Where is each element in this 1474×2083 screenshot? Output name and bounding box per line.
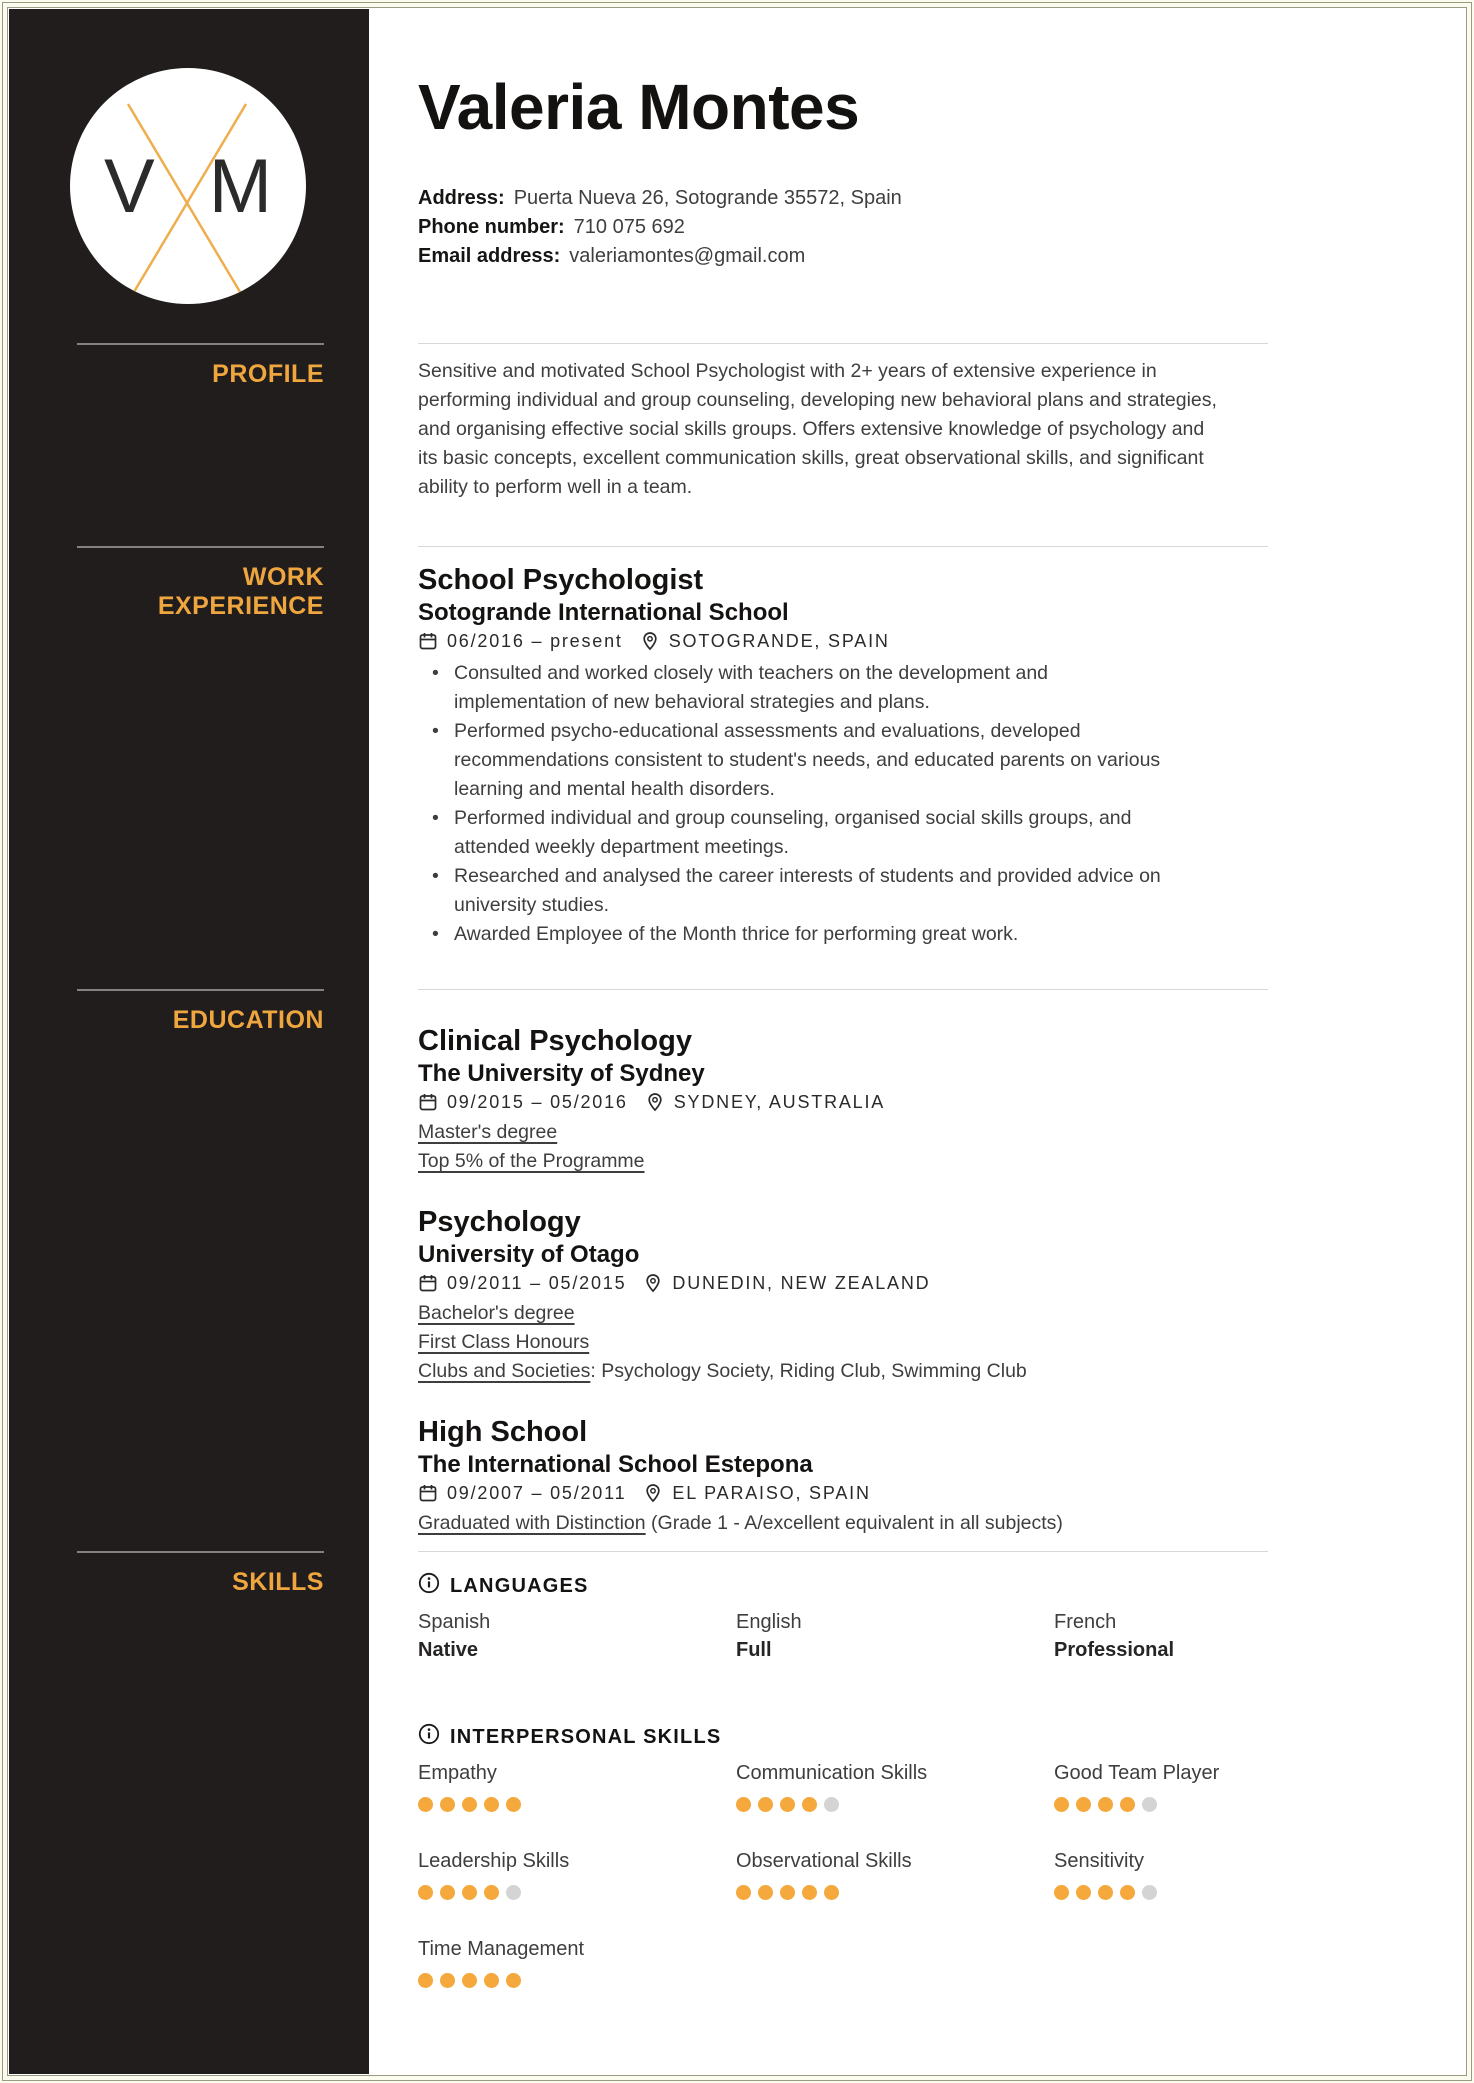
skill-rating-dots [418,1973,736,1988]
skill-item [1054,1759,1268,1812]
education-school: The International School Estepona [418,1451,813,1478]
language-level: Professional [1054,1639,1175,1661]
education-degree: High School [418,1416,588,1448]
profile-summary: Sensitive and motivated School Psychologist with 2+ years of extensive experience in performing individual and group counseling, developing new behavioral plans and strategies, and organising effective social skills groups. Offers extensive knowledge of psychology and its basic concepts, excellent communication skills, great observational skills, and significant ability to perform well in a team. [418,360,1217,498]
sidebar-item-profile: PROFILE [77,343,324,389]
logo-initial-left: V [104,143,155,229]
interpersonal-skills-header [418,1723,1268,1751]
education-entry [418,1415,1268,1538]
languages-grid [418,1608,1268,1664]
education-meta [418,1092,1268,1112]
page [7,7,1467,2076]
monogram-logo [70,68,306,304]
skill-item [418,1759,736,1812]
skill-rating-dots [418,1885,736,1900]
contact-email-value: valeriamontes@gmail.com [569,245,806,267]
header [418,72,1268,271]
page-title: Valeria Montes [418,71,860,143]
contact-phone-value: 710 075 692 [573,216,685,238]
education-entry [418,1205,1268,1386]
job-location: SOTOGRANDE, SPAIN [668,631,890,651]
language-item [418,1608,736,1664]
info-icon [418,1572,440,1600]
logo-initial-right: M [208,143,272,229]
skill-rating-dots [1054,1797,1268,1812]
section-work-experience [418,546,1268,949]
sidebar-item-education: EDUCATION [77,989,324,1035]
language-item [1054,1608,1268,1664]
job-bullets [418,659,1268,949]
education-location-group [643,1483,870,1503]
language-level: Full [736,1639,772,1661]
education-detail-rest: (Grade 1 - A/excellent equivalent in all subjects) [645,1512,1063,1534]
contact-phone [418,213,1268,242]
skill-rating-dots [418,1797,736,1812]
education-detail-link[interactable]: Master's degree [418,1121,558,1143]
skill-item [418,1847,736,1900]
calendar-icon [418,1483,438,1503]
contact-address-label: Address: [418,187,505,209]
skill-name: Sensitivity [1054,1850,1145,1872]
contact-email-label: Email address: [418,245,561,267]
education-detail-line [418,1147,1268,1176]
education-detail-link[interactable]: Top 5% of the Programme [418,1150,645,1172]
skill-rating-dots [736,1885,1054,1900]
job-title: School Psychologist [418,564,704,596]
education-detail-line [418,1118,1268,1147]
education-detail-line [418,1509,1268,1538]
education-details [418,1299,1268,1386]
education-location-group [645,1092,885,1112]
info-icon [418,1723,440,1751]
interpersonal-skills-title: INTERPERSONAL SKILLS [450,1725,722,1748]
skill-name: Communication Skills [736,1762,928,1784]
location-pin-icon [640,631,660,651]
contact-address-value: Puerta Nueva 26, Sotogrande 35572, Spain [513,187,902,209]
education-degree: Psychology [418,1206,581,1238]
job-dates: 06/2016 – present [447,631,623,651]
education-details [418,1118,1268,1176]
education-detail-link[interactable]: First Class Honours [418,1331,590,1353]
calendar-icon [418,1273,438,1293]
sidebar-item-work-experience: WORK EXPERIENCE [77,546,324,621]
education-degree: Clinical Psychology [418,1025,692,1057]
location-pin-icon [643,1483,663,1503]
job-meta [418,631,1268,651]
education-detail-link[interactable]: Clubs and Societies [418,1360,591,1382]
sidebar-item-skills: SKILLS [77,1551,324,1597]
contact-address [418,184,1268,213]
education-location: DUNEDIN, NEW ZEALAND [672,1273,931,1293]
education-meta [418,1483,1268,1503]
calendar-icon [418,631,438,651]
education-dates: 09/2007 – 05/2011 [447,1483,627,1503]
education-details [418,1509,1268,1538]
language-item [736,1608,1054,1664]
education-location-group [643,1273,930,1293]
interpersonal-skills-grid [418,1759,1268,2023]
education-school: The University of Sydney [418,1060,705,1087]
education-dates: 09/2015 – 05/2016 [447,1092,628,1112]
education-school: University of Otago [418,1241,640,1268]
skill-name: Empathy [418,1762,497,1784]
job-bullet: • Consulted and worked closely with teachers on the development and implementation of new behavioral strategies and plans. [418,659,1228,717]
languages-title: LANGUAGES [450,1574,589,1597]
education-meta [418,1273,1268,1293]
skill-item [1054,1847,1268,1900]
job-bullet: • Awarded Employee of the Month thrice for performing great work. [418,920,1228,949]
skill-name: Time Management [418,1938,584,1960]
job-bullet: • Performed individual and group counseling, organised social skills groups, and attended weekly department meetings. [418,804,1228,862]
language-name: French [1054,1611,1117,1633]
education-detail-line [418,1299,1268,1328]
education-entry [418,990,1268,1176]
sidebar [9,9,369,2074]
job-bullet: • Performed psycho-educational assessments and evaluations, developed recommendations consistent to student's needs, and educated parents on various learning and mental health disorders. [418,717,1228,804]
education-detail-link[interactable]: Bachelor's degree [418,1302,575,1324]
education-location: SYDNEY, AUSTRALIA [673,1092,886,1112]
skill-item [736,1759,1054,1812]
languages-header [418,1572,1268,1600]
skill-rating-dots [736,1797,1054,1812]
skill-name: Leadership Skills [418,1850,570,1872]
contact-phone-label: Phone number: [418,216,565,238]
skill-item [418,1935,736,1988]
education-detail-line [418,1328,1268,1357]
skill-name: Observational Skills [736,1850,912,1872]
education-location: EL PARAISO, SPAIN [672,1483,871,1503]
contact-block [418,184,1268,271]
skill-name: Good Team Player [1054,1762,1220,1784]
language-level: Native [418,1639,479,1661]
skill-rating-dots [1054,1885,1268,1900]
logo-initials [70,68,306,304]
skill-item [736,1847,1054,1900]
section-education [418,989,1268,1567]
education-detail-line [418,1357,1268,1386]
job-bullet: • Researched and analysed the career interests of students and provided advice on university studies. [418,862,1228,920]
language-name: Spanish [418,1611,491,1633]
contact-email [418,242,1268,271]
location-pin-icon [643,1273,663,1293]
job-location-group [640,631,890,651]
education-detail-rest: : Psychology Society, Riding Club, Swimming Club [590,1360,1027,1382]
section-profile [418,343,1268,502]
language-name: English [736,1611,802,1633]
section-skills [418,1551,1268,2023]
calendar-icon [418,1092,438,1112]
education-dates: 09/2011 – 05/2015 [447,1273,627,1293]
location-pin-icon [645,1092,665,1112]
job-company: Sotogrande International School [418,599,789,626]
education-detail-link[interactable]: Graduated with Distinction [418,1512,646,1534]
